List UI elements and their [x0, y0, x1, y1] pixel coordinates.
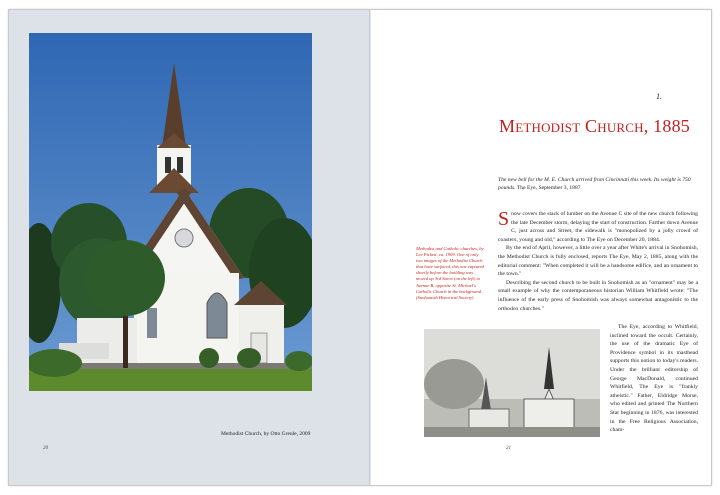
epigraph-quote: The new bell for the M. E. Church arrived from Cincinnati this week. Its weight is 750 pounds.	[498, 177, 691, 191]
epigraph-source: The Eye, September 3, 1887	[516, 185, 581, 191]
epigraph	[498, 176, 698, 192]
side-caption: Methodist and Catholic churches, by Lee Pickett, ca. 1909. One of only two images of the Methodist Church that have surfaced, this one captured shortly before the building was moved up 3rd Street (on the left) to Avenue B, opposite St. Michael's Catholic Church in the background. (Snohomish Historical Society)	[416, 246, 484, 300]
chapter-title: Methodist Church, 1885	[499, 116, 690, 136]
page-gutter	[369, 10, 371, 485]
page-number-left: 20	[43, 446, 48, 451]
body-column-top	[498, 210, 698, 313]
church-color-photo	[29, 33, 312, 391]
body-column-bottom	[610, 323, 698, 435]
paragraph-4: The Eye, according to Whitfield, inclined toward the occult. Certainly, the use of the dramatic Eye of Providence symbol in its masthead supports this notion to today's readers. Under the brilliant editorship of George MacDonald, continued Whitfield, The Eye is "frankly atheistic." Father, Eldridge Morse, who edited and printed The Northern Star beginning in 1876, was interested in the Free Religious Association, cham-	[610, 324, 698, 434]
paragraph-2: By the end of April, however, a little over a year after White's arrival in Snohomish, the Methodist Church is fully enclosed, reports The Eye, May 2, 1885, along with the editorial comment: "When completed it will be a handsome edifice, and an ornament to the town."	[498, 245, 698, 278]
drop-cap: S	[498, 208, 510, 230]
historic-church-photo	[424, 329, 600, 437]
page-number-right: 21	[506, 446, 511, 451]
photo-caption: Methodist Church, by Otto Greule, 2009	[221, 431, 311, 437]
paragraph-1	[498, 210, 698, 244]
paragraph-1-text: now covers the stack of lumber on the Avenue C site of the new church following the late December storm, delaying the start of construction. Farther down Avenue C, just across and Street, the sidewalk is "monopolized by a jolly crowd of coasters, young and old," according to The Eye on December 20, 1884.	[498, 211, 698, 243]
paragraph-3: Describing the second church to be built in Snohomish as an "ornament" may be a small example of why the contemporaneous historian William Whitfield wrote: "The influence of the early press of Snohomish was always somewhat antagonistic to the orthodox churches."	[498, 279, 698, 312]
chapter-number: 1.	[656, 92, 662, 101]
